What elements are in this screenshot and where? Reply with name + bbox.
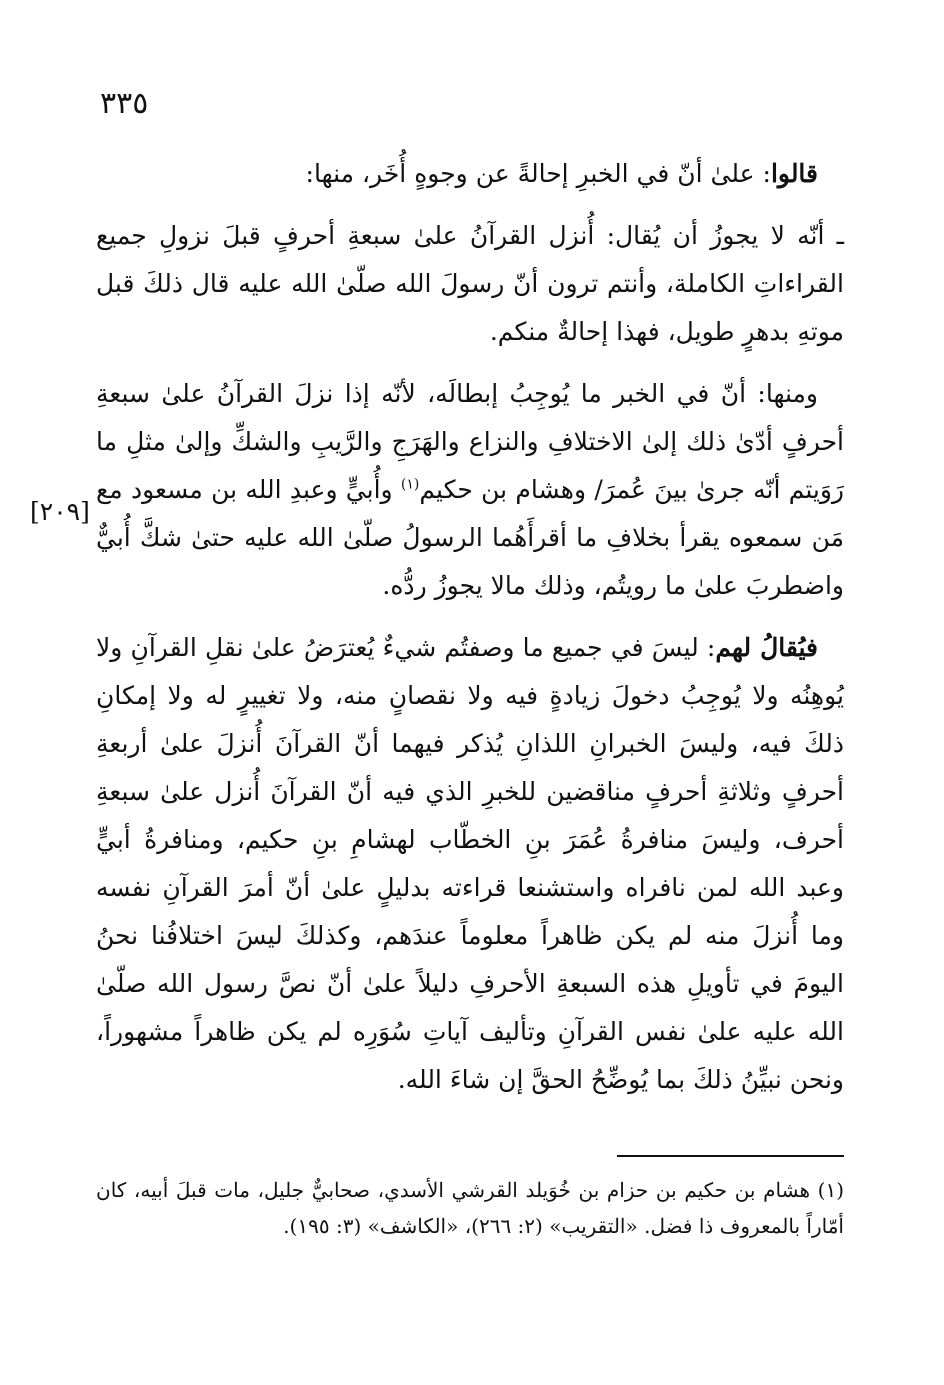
paragraph-response [96, 624, 844, 1104]
paragraph-first-objection [96, 212, 844, 356]
paragraph-text: وأُبيٍّ وعبدِ الله بن مسعود مع مَن سمعوه يقرأ بخلافِ ما أقرأَهُما الرسولُ صلّىٰ الله عليه حتىٰ شكَّ أُبيٌّ واضطربَ علىٰ ما رويتُم، وذلك مالا يجوزُ ردُّه. [96, 475, 844, 600]
main-text [96, 150, 844, 1118]
footnote: (١) هشام بن حكيم بن حزام بن خُوَيلد القرشي الأسدي، صحابيٌّ جليل، مات قبلَ أبيه، كان أمّاراً بالمعروف ذا فضل. «التقريب» (٢: ٢٦٦)، «الكاشف» (٣: ١٩٥). [96, 1178, 844, 1238]
footnote-reference: (١) [400, 476, 420, 493]
paragraph-lead: قالوا [770, 159, 818, 188]
page-number: ٣٣٥ [100, 86, 149, 121]
footnote-divider [617, 1155, 844, 1157]
paragraph-text: ـ أنّه لا يجوزُ أن يُقال: أُنزل القرآنُ علىٰ سبعةِ أحرفٍ قبلَ نزولِ جميع القراءاتِ الكاملة، وأنتم ترون أنّ رسولَ الله صلّىٰ الله عليه قال ذلكَ قبل موتهِ بدهرٍ طويل، فهذا إحالةٌ منكم. [96, 221, 844, 346]
paragraph-qalu [96, 150, 844, 198]
margin-manuscript-page-marker: [٢٠٩] [30, 497, 90, 526]
paragraph-text: ومنها: أنّ في الخبر ما يُوجِبُ إبطالَه، لأنّه إذا نزلَ القرآنُ علىٰ سبعةِ أحرفٍ أدّىٰ ذلك إلىٰ الاختلافِ والنزاع والهَرَجِ والرَّيبِ والشكِّ وإلىٰ مثلِ ما رَوَيتم أنّه جرىٰ بينَ عُمرَ/ وهشام بن حكيم [96, 379, 844, 504]
paragraph-text: : ليسَ في جميع ما وصفتُم شيءٌ يُعترَضُ علىٰ نقلِ القرآنِ ولا يُوهِنُه ولا يُوجِبُ دخولَ زيادةٍ فيه ولا نقصانٍ منه، ولا تغييرٍ له ولا إمكانِ ذلكَ فيه، وليسَ الخبرانِ اللذانِ يُذكر فيهما أنّ القرآنَ أُنزلَ علىٰ أربعةِ أحرفٍ وثلاثةِ أحرفٍ مناقضين للخبرِ الذي فيه أنّ القرآنَ أُنزل علىٰ سبعةِ أحرف، وليسَ منافرةُ عُمَرَ بنِ الخطّاب لهشامِ بنِ حكيم، ومنافرةُ أبيٍّ وعبد الله لمن نافراه واستشنعا قراءته بدليلٍ علىٰ أنّ أمرَ القرآنِ نفسه وما أُنزلَ منه لم يكن ظاهراً معلوماً عندَهم، وكذلكَ ليسَ اختلافُنا نحنُ اليومَ في تأويلِ هذه السبعةِ الأحرفِ دليلاً علىٰ أنّ نصَّ رسول الله صلّىٰ الله عليه علىٰ نفس القرآنِ وتأليف آياتِ سُوَرِه لم يكن ظاهراً مشهوراً، ونحن نبيِّنُ ذلكَ بما يُوضِّحُ الحقَّ إن شاءَ الله. [96, 633, 844, 1094]
paragraph-second-objection [96, 370, 844, 610]
paragraph-lead: فيُقالُ لهم [715, 633, 819, 662]
paragraph-text: : علىٰ أنّ في الخبرِ إحالةً عن وجوهٍ أُخَر، منها: [305, 159, 771, 188]
